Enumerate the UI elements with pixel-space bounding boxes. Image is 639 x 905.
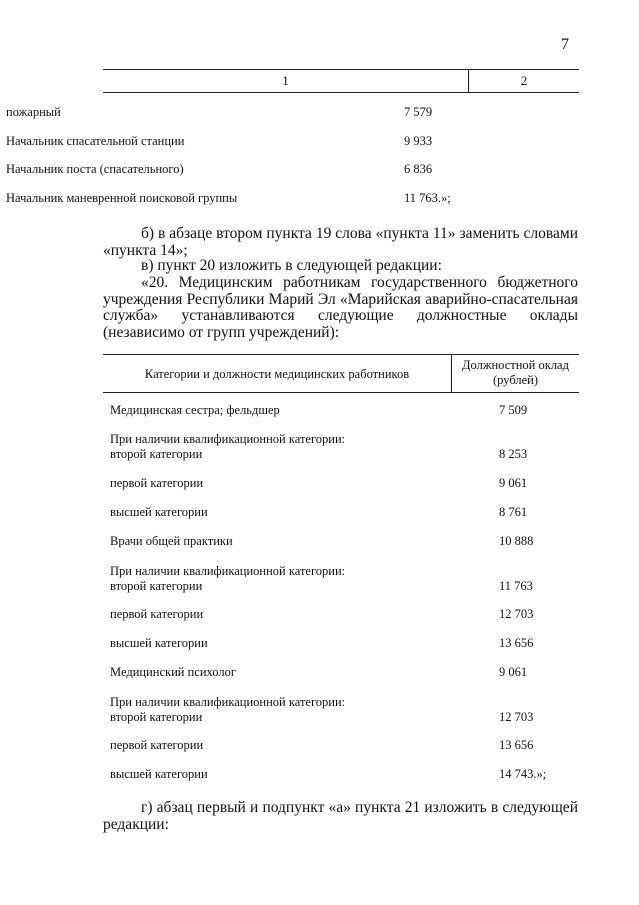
column-header-salary-line1: Должностной оклад bbox=[462, 358, 569, 372]
position-label: Медицинская сестра; фельдшер bbox=[110, 403, 280, 417]
salary-value: 8 761 bbox=[499, 505, 528, 519]
qualification-label: При наличии квалификационной категории: bbox=[110, 564, 346, 578]
salary-value: 10 888 bbox=[499, 534, 534, 548]
salary-value: 9 061 bbox=[499, 476, 528, 490]
column-header-1: 1 bbox=[282, 73, 289, 88]
qualification-label: При наличии квалификационной категории: bbox=[110, 695, 346, 709]
paragraph-20: «20. Медицинским работникам государственного бюджетного учреждения Республики Марий Эл «Марийская аварийно-спасательная служба» устанавливаются следующие должностные оклады (независимо от групп учреждений): bbox=[103, 274, 578, 341]
table-row bbox=[110, 665, 570, 680]
salary-value: 11 763 bbox=[499, 579, 533, 593]
table-row bbox=[6, 191, 476, 206]
position-label: второй категории bbox=[110, 710, 203, 724]
table-row bbox=[6, 134, 476, 149]
column-header-category: Категории и должности медицинских работников bbox=[144, 367, 410, 381]
table-row bbox=[110, 636, 570, 651]
position-label: первой категории bbox=[110, 738, 204, 752]
column-header-salary-line2: (рублей) bbox=[492, 373, 539, 387]
paragraph-v: в) пункт 20 изложить в следующей редакции: bbox=[141, 257, 442, 274]
qualification-label: При наличии квалификационной категории: bbox=[110, 432, 346, 446]
salary-value: 12 703 bbox=[499, 607, 534, 621]
table-row bbox=[6, 162, 476, 177]
position-label: высшей категории bbox=[110, 767, 208, 781]
salary-value: 11 763.»; bbox=[404, 191, 451, 205]
table-header bbox=[103, 69, 579, 93]
salary-value: 6 836 bbox=[404, 162, 433, 176]
table-row bbox=[110, 505, 570, 520]
table-row bbox=[110, 476, 570, 491]
table-row bbox=[110, 607, 570, 622]
salary-value: 14 743.»; bbox=[499, 767, 547, 781]
salary-value: 8 253 bbox=[499, 447, 528, 461]
paragraph-g: г) абзац первый и подпункт «а» пункта 21 изложить в следующей редакции: bbox=[103, 799, 578, 833]
column-header-2: 2 bbox=[520, 73, 528, 88]
position-label: первой категории bbox=[110, 607, 204, 621]
table-row bbox=[110, 432, 570, 462]
table-row bbox=[110, 403, 570, 418]
salary-value: 12 703 bbox=[499, 710, 534, 724]
position-label: Начальник поста (спасательного) bbox=[6, 162, 184, 176]
salary-value: 7 509 bbox=[499, 403, 528, 417]
column-header-salary bbox=[452, 358, 579, 388]
position-label: Начальник спасательной станции bbox=[6, 134, 185, 148]
page-number: 7 bbox=[561, 36, 569, 53]
table-row bbox=[110, 564, 570, 594]
table-row bbox=[6, 105, 476, 120]
salary-value: 7 579 bbox=[404, 105, 433, 119]
position-label: высшей категории bbox=[110, 505, 208, 519]
medical-salary-table-header bbox=[103, 354, 579, 393]
position-label: первой категории bbox=[110, 476, 204, 490]
table-row bbox=[110, 695, 570, 725]
position-label: Начальник маневренной поисковой группы bbox=[6, 191, 238, 205]
salary-value: 9 061 bbox=[499, 665, 528, 679]
position-label: второй категории bbox=[110, 579, 203, 593]
salary-value: 13 656 bbox=[499, 738, 534, 752]
position-label: второй категории bbox=[110, 447, 203, 461]
position-label: Медицинский психолог bbox=[110, 665, 236, 679]
table-row bbox=[110, 738, 570, 753]
table-row bbox=[110, 534, 570, 549]
salary-table-continued bbox=[103, 69, 579, 93]
position-label: Врачи общей практики bbox=[110, 534, 233, 548]
table-row bbox=[110, 767, 570, 782]
position-label: высшей категории bbox=[110, 636, 208, 650]
position-label: пожарный bbox=[6, 105, 61, 119]
salary-value: 13 656 bbox=[499, 636, 534, 650]
paragraph-b: б) в абзаце втором пункта 19 слова «пункта 11» заменить словами «пункта 14»; bbox=[103, 225, 578, 259]
salary-value: 9 933 bbox=[404, 134, 433, 148]
